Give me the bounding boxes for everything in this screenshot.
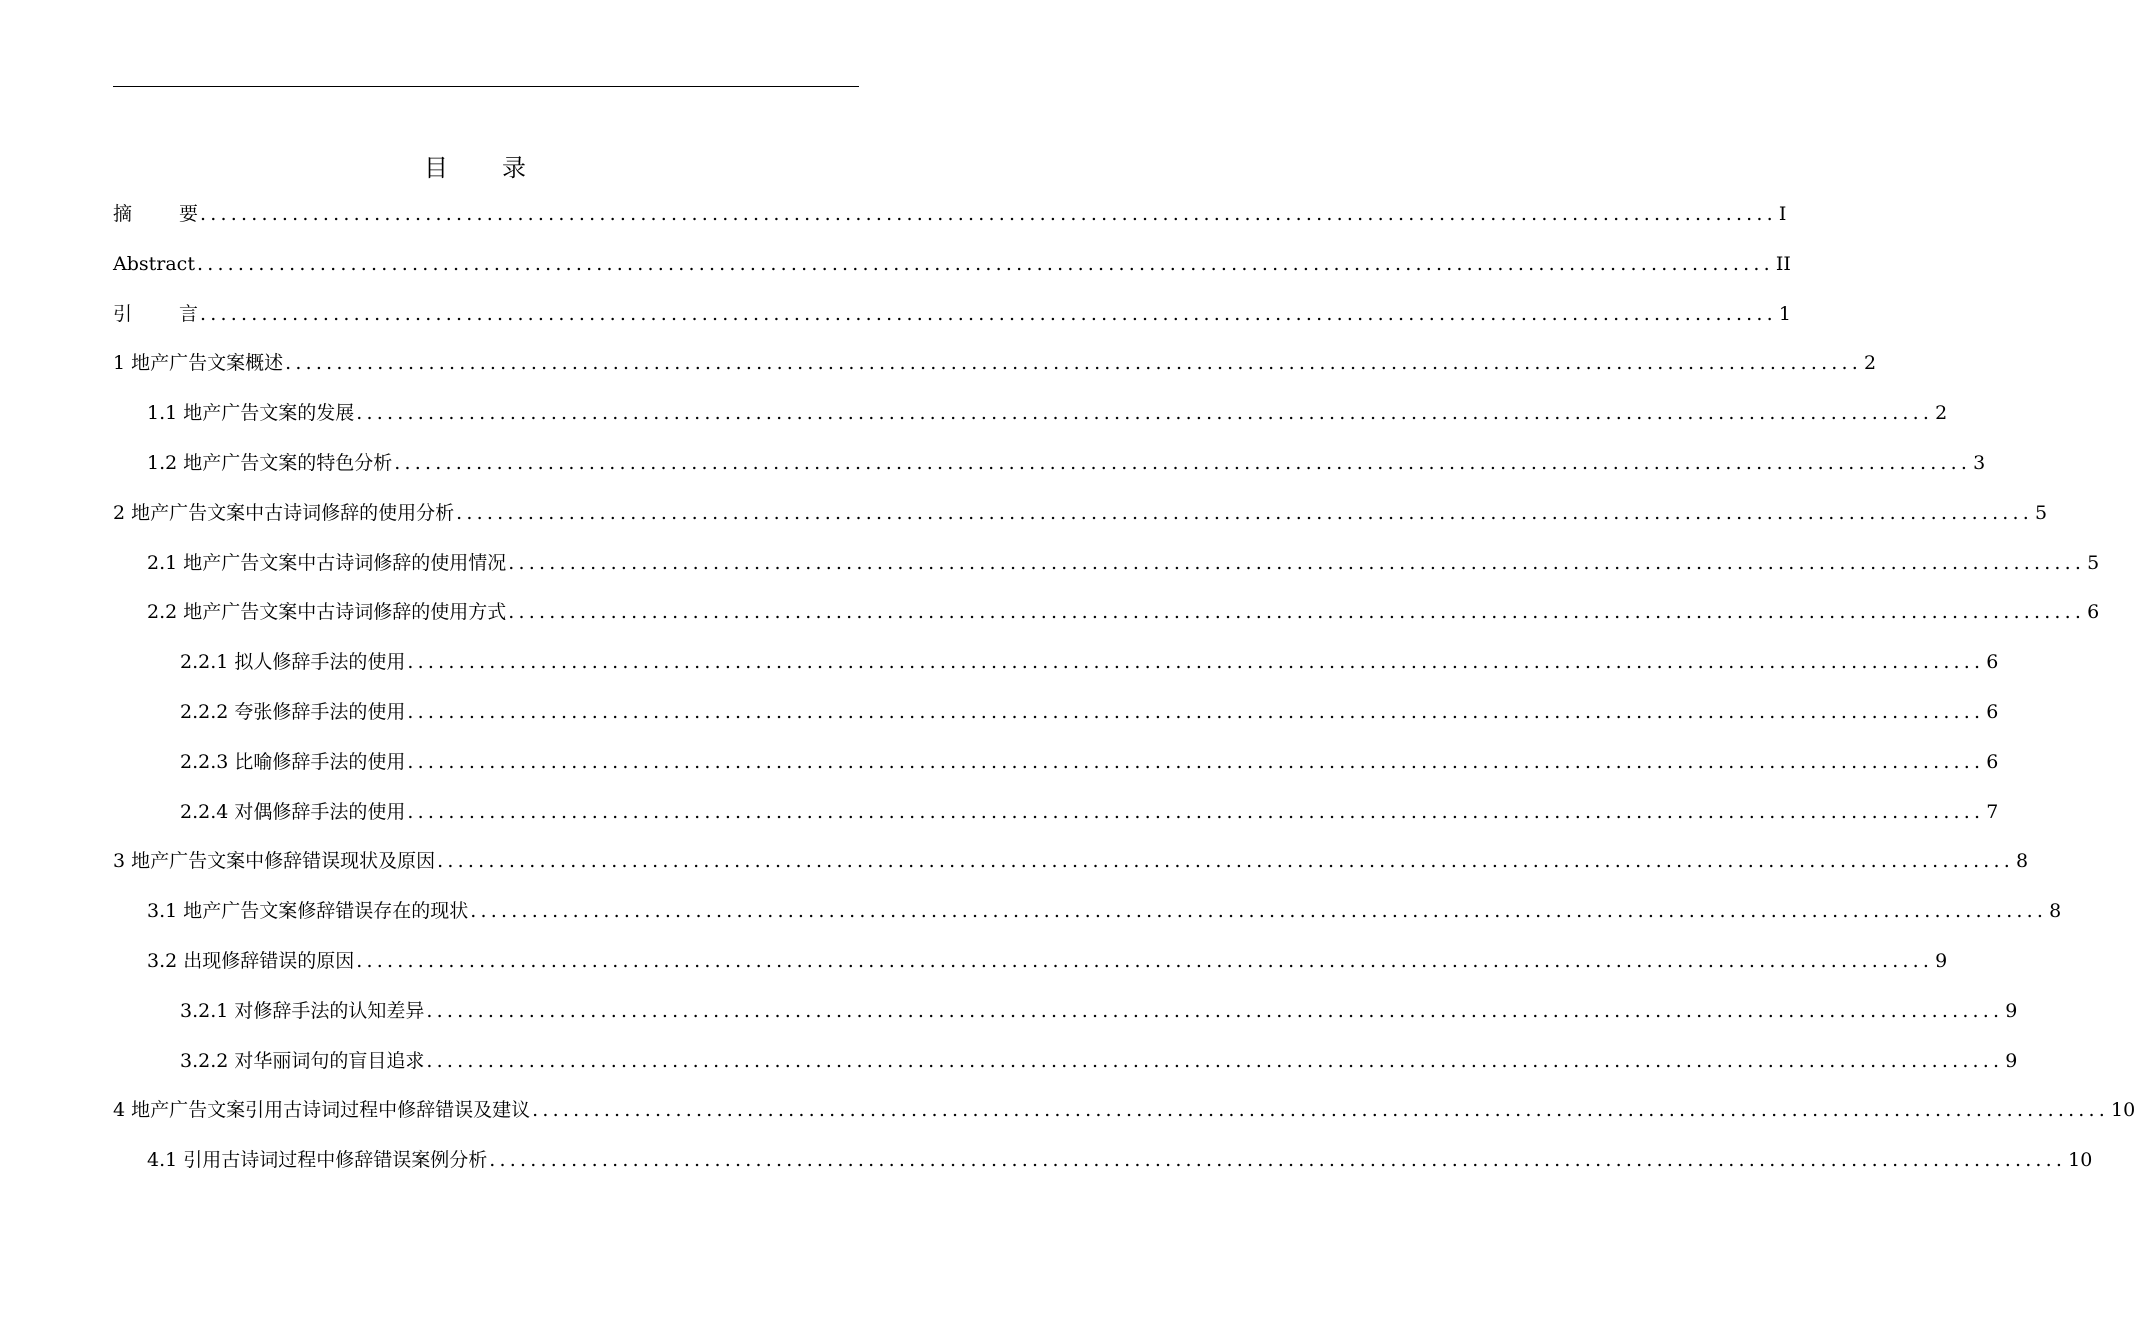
toc-entry-label: 1.2 地产广告文案的特色分析 bbox=[147, 451, 393, 474]
toc-leader: .......................................................................................................................................................... bbox=[200, 203, 1777, 225]
toc-entry-label: 4 地产广告文案引用古诗词过程中修辞错误及建议 bbox=[113, 1099, 531, 1122]
toc-leader: .......................................................................................................................................................... bbox=[426, 999, 2004, 1022]
toc-entry-page: 8 bbox=[2016, 850, 2029, 873]
toc-entry-page: 6 bbox=[1986, 700, 1999, 723]
toc-entry[interactable] bbox=[113, 788, 1999, 838]
toc-entry[interactable] bbox=[113, 638, 1999, 688]
toc-leader: .......................................................................................................................................................... bbox=[200, 302, 1777, 325]
toc-entry[interactable] bbox=[113, 539, 2100, 589]
toc-entry[interactable] bbox=[113, 887, 2062, 937]
toc-entry[interactable] bbox=[113, 389, 1948, 439]
toc-list bbox=[113, 190, 2135, 1186]
toc-entry[interactable] bbox=[113, 837, 2029, 887]
toc-entry[interactable] bbox=[113, 489, 2048, 539]
toc-entry[interactable] bbox=[113, 1136, 2093, 1186]
toc-entry-label: 1 地产广告文案概述 bbox=[113, 352, 284, 375]
toc-leader: .......................................................................................................................................................... bbox=[508, 601, 2086, 624]
toc-leader: .......................................................................................................................................................... bbox=[394, 451, 1972, 474]
toc-entry[interactable] bbox=[113, 1086, 2135, 1136]
toc-leader: .......................................................................................................................................................... bbox=[437, 850, 2015, 873]
toc-leader: .......................................................................................................................................................... bbox=[407, 750, 1985, 773]
toc-entry[interactable] bbox=[113, 738, 1999, 788]
toc-entry-page: 3 bbox=[1973, 451, 1986, 474]
toc-leader: .......................................................................................................................................................... bbox=[285, 352, 1863, 375]
toc-entry-page: 9 bbox=[2005, 999, 2018, 1022]
toc-entry[interactable] bbox=[113, 290, 1791, 340]
toc-entry-label: 2.2.1 拟人修辞手法的使用 bbox=[180, 651, 406, 674]
toc-leader: .......................................................................................................................................................... bbox=[407, 651, 1985, 674]
toc-leader: .......................................................................................................................................................... bbox=[489, 1149, 2067, 1172]
toc-entry-label: 1.1 地产广告文案的发展 bbox=[147, 402, 355, 425]
toc-entry-page: 6 bbox=[1986, 750, 1999, 773]
toc-entry-label: 4.1 引用古诗词过程中修辞错误案例分析 bbox=[147, 1149, 488, 1172]
toc-entry[interactable] bbox=[113, 190, 1787, 240]
toc-entry-label: Abstract bbox=[113, 252, 195, 275]
toc-entry-label: 摘 要 bbox=[113, 203, 199, 225]
header-rule bbox=[113, 86, 859, 87]
toc-entry-label: 3.1 地产广告文案修辞错误存在的现状 bbox=[147, 900, 469, 923]
toc-leader: .......................................................................................................................................................... bbox=[508, 551, 2086, 574]
toc-entry-page: 8 bbox=[2049, 900, 2062, 923]
toc-entry-label: 3.2 出现修辞错误的原因 bbox=[147, 949, 355, 972]
toc-entry-page: 5 bbox=[2087, 551, 2100, 574]
toc-entry-page: 10 bbox=[2111, 1099, 2135, 1122]
toc-leader: .......................................................................................................................................................... bbox=[470, 900, 2048, 923]
toc-leader: .......................................................................................................................................................... bbox=[407, 700, 1985, 723]
toc-entry-label: 2 地产广告文案中古诗词修辞的使用分析 bbox=[113, 501, 455, 524]
toc-entry-page: 2 bbox=[1935, 402, 1948, 425]
toc-entry[interactable] bbox=[113, 439, 1986, 489]
toc-entry-page: I bbox=[1778, 203, 1787, 225]
toc-entry-label: 2.2 地产广告文案中古诗词修辞的使用方式 bbox=[147, 601, 507, 624]
toc-entry-label: 3 地产广告文案中修辞错误现状及原因 bbox=[113, 850, 436, 873]
toc-entry[interactable] bbox=[113, 1037, 2018, 1087]
toc-entry-page: 7 bbox=[1986, 800, 1999, 823]
toc-entry-page: 6 bbox=[1986, 651, 1999, 674]
toc-entry-page: 9 bbox=[1935, 949, 1948, 972]
toc-leader: .......................................................................................................................................................... bbox=[426, 1049, 2004, 1072]
toc-entry-label: 2.2.3 比喻修辞手法的使用 bbox=[180, 750, 406, 773]
toc-entry-label: 2.1 地产广告文案中古诗词修辞的使用情况 bbox=[147, 551, 507, 574]
toc-entry-page: 2 bbox=[1864, 352, 1877, 375]
toc-title-char-2: 录 bbox=[502, 154, 526, 182]
toc-entry[interactable] bbox=[113, 937, 1948, 987]
toc-leader: .......................................................................................................................................................... bbox=[196, 252, 1774, 275]
toc-leader: .......................................................................................................................................................... bbox=[356, 949, 1934, 972]
toc-entry-label: 引 言 bbox=[113, 302, 199, 325]
toc-entry[interactable] bbox=[113, 987, 2018, 1037]
toc-leader: .......................................................................................................................................................... bbox=[456, 501, 2034, 524]
toc-entry-page: II bbox=[1775, 252, 1791, 275]
toc-entry-label: 3.2.1 对修辞手法的认知差异 bbox=[180, 999, 425, 1022]
toc-entry-page: 10 bbox=[2068, 1149, 2093, 1172]
toc-entry[interactable] bbox=[113, 688, 1999, 738]
toc-entry[interactable] bbox=[113, 339, 1877, 389]
toc-entry-label: 2.2.4 对偶修辞手法的使用 bbox=[180, 800, 406, 823]
toc-leader: .......................................................................................................................................................... bbox=[356, 402, 1934, 425]
toc-entry-page: 1 bbox=[1778, 302, 1791, 325]
toc-leader: .......................................................................................................................................................... bbox=[407, 800, 1985, 823]
toc-entry-page: 5 bbox=[2035, 501, 2048, 524]
toc-title bbox=[0, 150, 950, 186]
toc-entry-label: 2.2.2 夸张修辞手法的使用 bbox=[180, 700, 406, 723]
toc-entry-page: 9 bbox=[2005, 1049, 2018, 1072]
toc-leader: .......................................................................................................................................................... bbox=[532, 1099, 2110, 1122]
toc-entry[interactable] bbox=[113, 240, 1791, 290]
toc-title-char-1: 目 bbox=[424, 154, 448, 182]
toc-entry[interactable] bbox=[113, 588, 2100, 638]
toc-entry-label: 3.2.2 对华丽词句的盲目追求 bbox=[180, 1049, 425, 1072]
toc-entry-page: 6 bbox=[2087, 601, 2100, 624]
